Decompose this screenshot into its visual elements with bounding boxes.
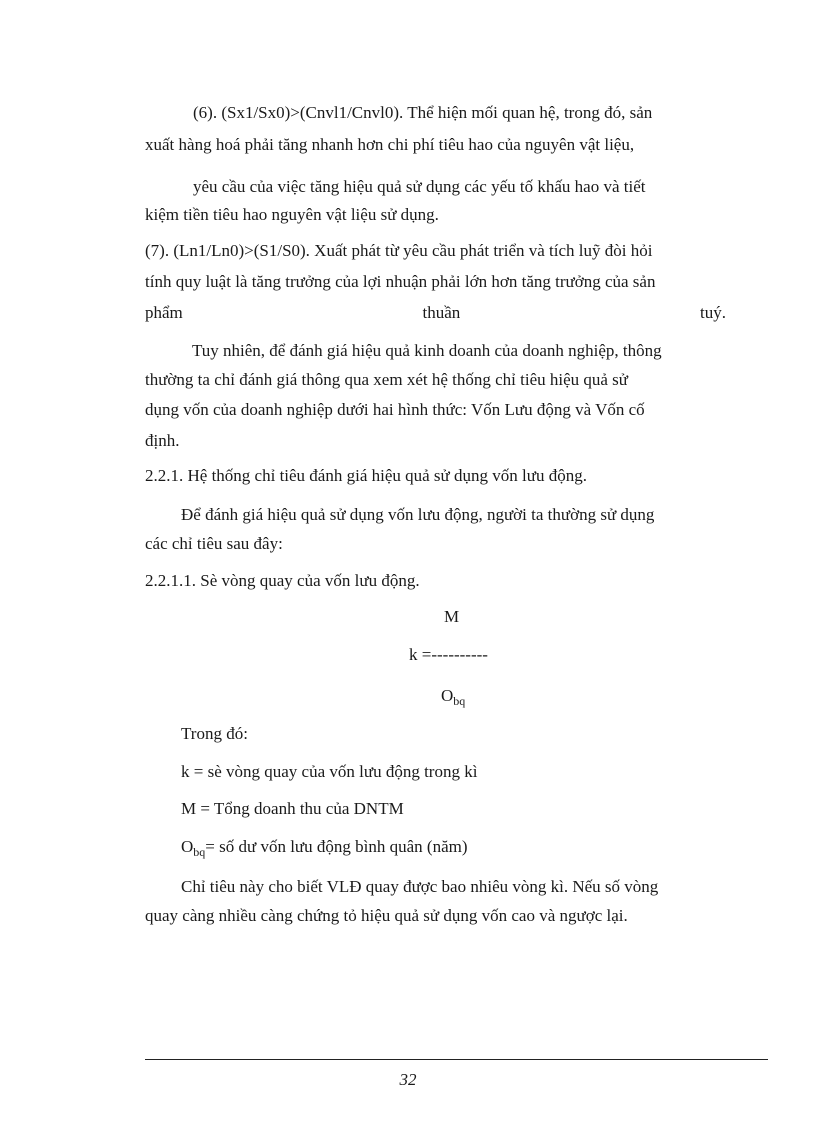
text-line: Tuy nhiên, để đánh giá hiệu quả kinh doanh của doanh nghiệp, thông [192,341,662,360]
text-line: các chỉ tiêu sau đây: [145,534,283,553]
formula-numerator: M [444,607,460,626]
text-line: thường ta chỉ đánh giá thông qua xem xét hệ thống chỉ tiêu hiệu quả sử [145,370,629,389]
text-line: tính quy luật là tăng trưởng của lợi nhuận phải lớn hơn tăng trưởng của sản [145,272,656,291]
section-heading: 2.2.1. Hệ thống chỉ tiêu đánh giá hiệu quả sử dụng vốn lưu động. [145,466,587,485]
formula-denominator: $O_{bq}$ [441,686,466,708]
text-line: Để đánh giá hiệu quả sử dụng vốn lưu động, người ta thường sử dụng [181,505,655,524]
definition-k: k = sè vòng quay của vốn lưu động trong kì [181,762,478,781]
text-line: định. [145,431,180,450]
word: phẩm [145,303,183,322]
text-line: yêu cầu của việc tăng hiệu quả sử dụng các yếu tố khấu hao và tiết [193,177,646,196]
text-line: (7). (Ln1/Ln0)>(S1/S0). Xuất phát từ yêu cầu phát triển và tích luỹ đòi hỏi [145,241,653,260]
text-line: dụng vốn của doanh nghiệp dưới hai hình thức: Vốn Lưu động và Vốn cố [145,400,645,419]
justified-line [145,303,726,323]
formula-line: k =---------- [409,645,488,664]
text-line: Chỉ tiêu này cho biết VLĐ quay được bao nhiêu vòng kì. Nếu số vòng [181,877,659,896]
text-line: (6). (Sx1/Sx0)>(Cnvl1/Cnvl0). Thể hiện mối quan hệ, trong đó, sản [193,103,653,122]
word: thuần [422,303,461,322]
page-number: 32 [399,1070,417,1089]
text-line: kiệm tiền tiêu hao nguyên vật liệu sử dụng. [145,205,439,224]
subsection-heading: 2.2.1.1. Sè vòng quay của vốn lưu động. [145,571,420,590]
definition-o: $O_{bq}=$ số dư vốn lưu động bình quân (năm) [181,837,468,859]
definition-m: M = Tổng doanh thu của DNTM [181,799,404,818]
where-title: Trong đó: [181,724,248,743]
word: tuý. [700,303,726,322]
footer-rule [145,1059,768,1060]
text-line: quay càng nhiều càng chứng tỏ hiệu quả sử dụng vốn cao và ngược lại. [145,906,628,925]
text-line: xuất hàng hoá phải tăng nhanh hơn chi phí tiêu hao của nguyên vật liệu, [145,135,635,154]
